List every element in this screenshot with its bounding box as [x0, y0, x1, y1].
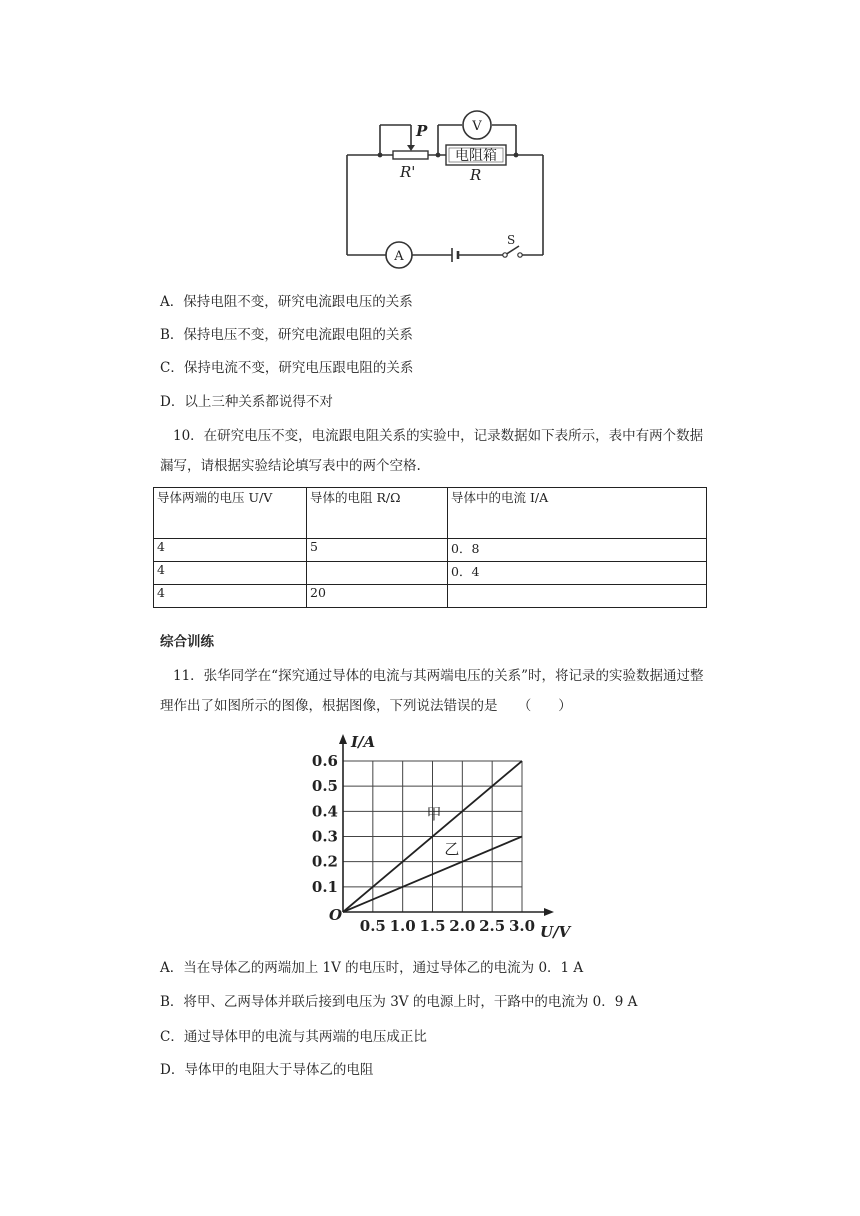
- y-tick-label: 0.6: [311, 752, 338, 770]
- q10-stem: 10．在研究电压不变，电流跟电阻关系的实验中，记录数据如下表所示，表中有两个数据漏写，请根据实验结论填写表中的两个空格.: [160, 428, 704, 474]
- y-axis-label: I/A: [351, 733, 376, 751]
- table-cell-blank: [448, 585, 707, 608]
- x-tick-label: 0.5: [359, 917, 386, 935]
- ammeter-label: A: [394, 249, 404, 264]
- rheostat: [393, 151, 428, 159]
- resistor-box-text: 电阻箱: [455, 148, 497, 164]
- table-header-cell: 导体中的电流 I/A: [448, 488, 707, 539]
- resistor-label: R: [470, 166, 482, 184]
- table-header-cell: 导体的电阻 R/Ω: [307, 488, 448, 539]
- rheostat-label: R': [400, 163, 416, 181]
- series-label-jia: 甲: [426, 804, 442, 823]
- q9-option-d: D．以上三种关系都说得不对: [160, 394, 333, 410]
- q11-option-b: B．将甲、乙两导体并联后接到电压为 3V 的电源上时，干路中的电流为 0．9 A: [160, 994, 638, 1010]
- y-tick-label: 0.4: [311, 802, 338, 821]
- table-header-cell: 导体两端的电压 U/V: [154, 488, 307, 539]
- table-row: [154, 562, 707, 585]
- q11-option-d: D．导体甲的电阻大于导体乙的电阻: [160, 1062, 374, 1078]
- q9-option-c: C．保持电流不变，研究电压跟电阻的关系: [160, 360, 414, 376]
- x-tick-label: 2.0: [449, 917, 476, 935]
- origin-label: O: [329, 906, 343, 924]
- circuit-diagram: [340, 108, 550, 274]
- table-cell: 20: [307, 585, 448, 608]
- voltmeter-label: V: [472, 119, 482, 134]
- x-tick-label: 1.0: [389, 917, 416, 935]
- table-row: [154, 539, 707, 562]
- y-tick-label: 0.3: [311, 827, 338, 846]
- data-table: [153, 487, 707, 608]
- x-axis-label: U/V: [540, 923, 571, 941]
- y-axis-arrow: [339, 734, 347, 744]
- table-cell: 4: [154, 539, 307, 562]
- table-cell-blank: [307, 562, 448, 585]
- q9-option-a: A．保持电阻不变，研究电流跟电压的关系: [160, 294, 413, 310]
- table-cell: 0．8: [448, 539, 707, 562]
- slider-label: P: [416, 122, 428, 140]
- q11-option-a: A．当在导体乙的两端加上 1V 的电压时，通过导体乙的电流为 0．1 A: [160, 960, 584, 976]
- table-cell: 0．4: [448, 562, 707, 585]
- x-tick-label: 1.5: [419, 917, 446, 935]
- q11-option-c: C．通过导体甲的电流与其两端的电压成正比: [160, 1029, 427, 1045]
- q9-option-b: B．保持电压不变，研究电流跟电阻的关系: [160, 327, 413, 343]
- table-cell: 5: [307, 539, 448, 562]
- section-title: 综合训练: [160, 634, 214, 650]
- table-cell: 4: [154, 562, 307, 585]
- x-tick-label: 3.0: [508, 917, 536, 935]
- x-axis-arrow: [544, 908, 554, 916]
- table-cell: 4: [154, 585, 307, 608]
- y-tick-label: 0.5: [311, 777, 338, 796]
- table-header-row: [154, 488, 707, 539]
- q11-stem: 11．张华同学在“探究通过导体的电流与其两端电压的关系”时，将记录的实验数据通过整理作出了如图所示的图像，根据图像，下列说法错误的是 （ ）: [160, 668, 704, 714]
- series-label-yi: 乙: [444, 840, 460, 859]
- y-tick-label: 0.1: [311, 877, 338, 896]
- table-row: [154, 585, 707, 608]
- iu-chart: [300, 722, 590, 954]
- y-tick-label: 0.2: [311, 852, 338, 871]
- x-tick-label: 2.5: [479, 917, 506, 935]
- switch-label: S: [507, 233, 516, 247]
